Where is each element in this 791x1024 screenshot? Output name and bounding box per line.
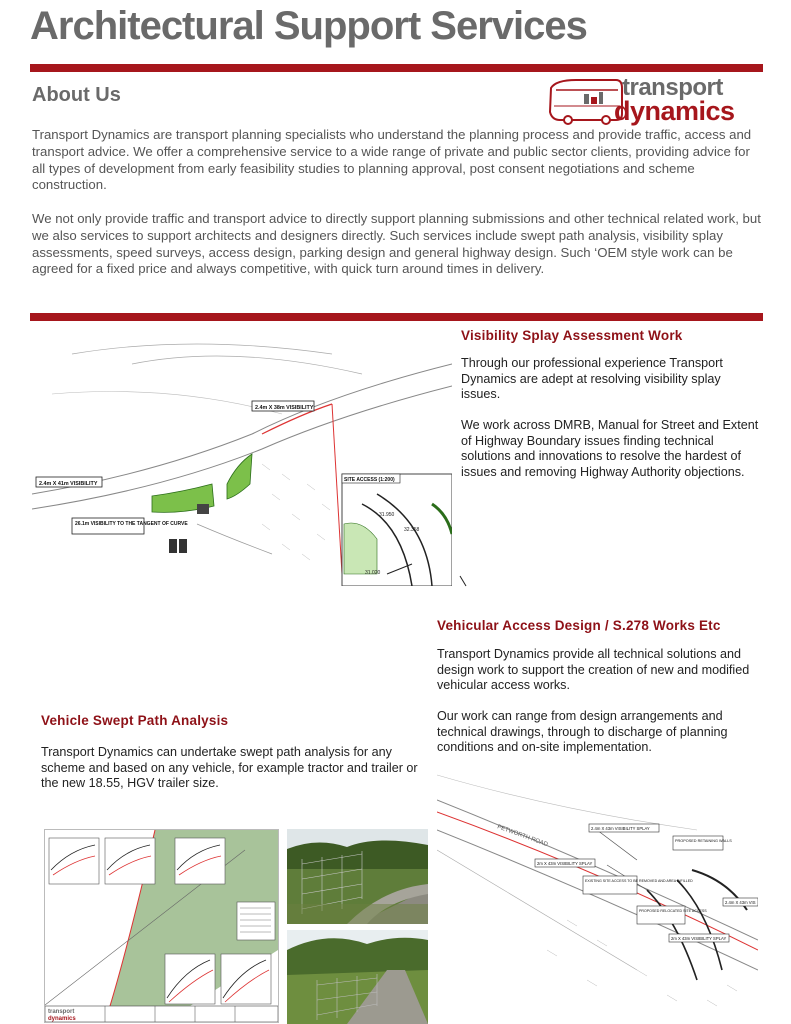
svg-text:31.020: 31.020 bbox=[365, 570, 381, 576]
visibility-label-2: 2.4m X 41m VISIBILITY bbox=[39, 481, 98, 487]
svg-text:31.950: 31.950 bbox=[379, 512, 395, 518]
header-rule bbox=[30, 64, 763, 72]
swept-logo-word-2: dynamics bbox=[48, 1016, 76, 1022]
vehicular-label-1: 2.4m X 43m VISIBILITY SPLAY bbox=[591, 826, 650, 831]
site-photo-lane bbox=[287, 930, 428, 1024]
site-photo-fence bbox=[287, 829, 428, 924]
vehicular-heading: Vehicular Access Design / S.278 Works Etc bbox=[437, 618, 721, 633]
about-paragraph-1: Transport Dynamics are transport planning specialists who understand the planning process and provide traffic, access and transport advice. We offer a comprehensive service to a wide range of private and public sector clients, providing advice for all types of development from early feasibility studies to planning approval, post consent negotiations and scheme construction. bbox=[32, 127, 752, 193]
page-title: Architectural Support Services bbox=[30, 4, 587, 48]
vehicular-road-label: PETWORTH ROAD bbox=[496, 824, 549, 849]
visibility-inset-label: SITE ACCESS (1:200) bbox=[344, 477, 395, 483]
visibility-body-1: Through our professional experience Transport Dynamics are adept at resolving visibility splay issues. bbox=[461, 356, 723, 402]
visibility-heading: Visibility Splay Assessment Work bbox=[461, 328, 683, 343]
vehicular-body-1: Transport Dynamics provide all technical solutions and design work to support the creation of new and modified vehicular access works. bbox=[437, 647, 750, 693]
vehicular-label-2: 2m X 43m VISIBILITY SPLAY bbox=[537, 861, 593, 866]
vehicular-label-5: PROPOSED RELOCATED SITE ACCESS bbox=[639, 909, 707, 913]
company-logo bbox=[546, 76, 761, 126]
vehicular-label-3: EXISTING SITE ACCESS TO BE REMOVED AND AREA INFILLED bbox=[585, 879, 693, 883]
vehicular-label-4: PROPOSED RETAINING WALLS bbox=[675, 839, 732, 843]
swept-path-drawing bbox=[44, 829, 279, 1023]
drawing-tick-mark bbox=[458, 574, 468, 586]
about-heading: About Us bbox=[32, 84, 121, 106]
about-paragraph-2: We not only provide traffic and transport advice to directly support planning submissions and other technical related work, but we also services to support architects and designers directly. Such services include swept path analysis, visibility splay assessments, speed surveys, access design, parking design and general highway design. Such ‘OEM style work can be agreed for a fixed price and always competitive, with quick turn around times in delivery. bbox=[32, 211, 761, 277]
section-rule bbox=[30, 313, 763, 321]
logo-word-transport: transport bbox=[622, 74, 723, 101]
visibility-label-3: 26.1m VISIBILITY TO THE TANGENT OF CURVE bbox=[75, 521, 188, 527]
vehicular-label-6: 2m X 43m VISIBILITY SPLAY bbox=[671, 936, 727, 941]
swept-heading: Vehicle Swept Path Analysis bbox=[41, 713, 229, 728]
svg-text:32.358: 32.358 bbox=[404, 527, 420, 533]
visibility-body-2: We work across DMRB, Manual for Street and Extent of Highway Boundary issues finding technical solutions and innovations to resolve the hardest of issues and removing Highway Authority objections. bbox=[461, 418, 759, 479]
visibility-label-1: 2.4m X 38m VISIBILITY bbox=[255, 405, 314, 411]
swept-body: Transport Dynamics can undertake swept path analysis for any scheme and based on any vehicle, for example tractor and trailer or the new 18.55, HGV trailer size. bbox=[41, 745, 418, 791]
visibility-drawing bbox=[32, 324, 452, 586]
vehicular-body-2: Our work can range from design arrangements and technical drawings, through to discharge of planning conditions and on-site implementation. bbox=[437, 709, 728, 755]
swept-logo-word-1: transport bbox=[48, 1009, 75, 1015]
vehicular-drawing bbox=[437, 770, 758, 1024]
vehicular-label-7: 2.4m X 43m VIS bbox=[725, 900, 756, 905]
logo-word-dynamics: dynamics bbox=[614, 96, 735, 126]
